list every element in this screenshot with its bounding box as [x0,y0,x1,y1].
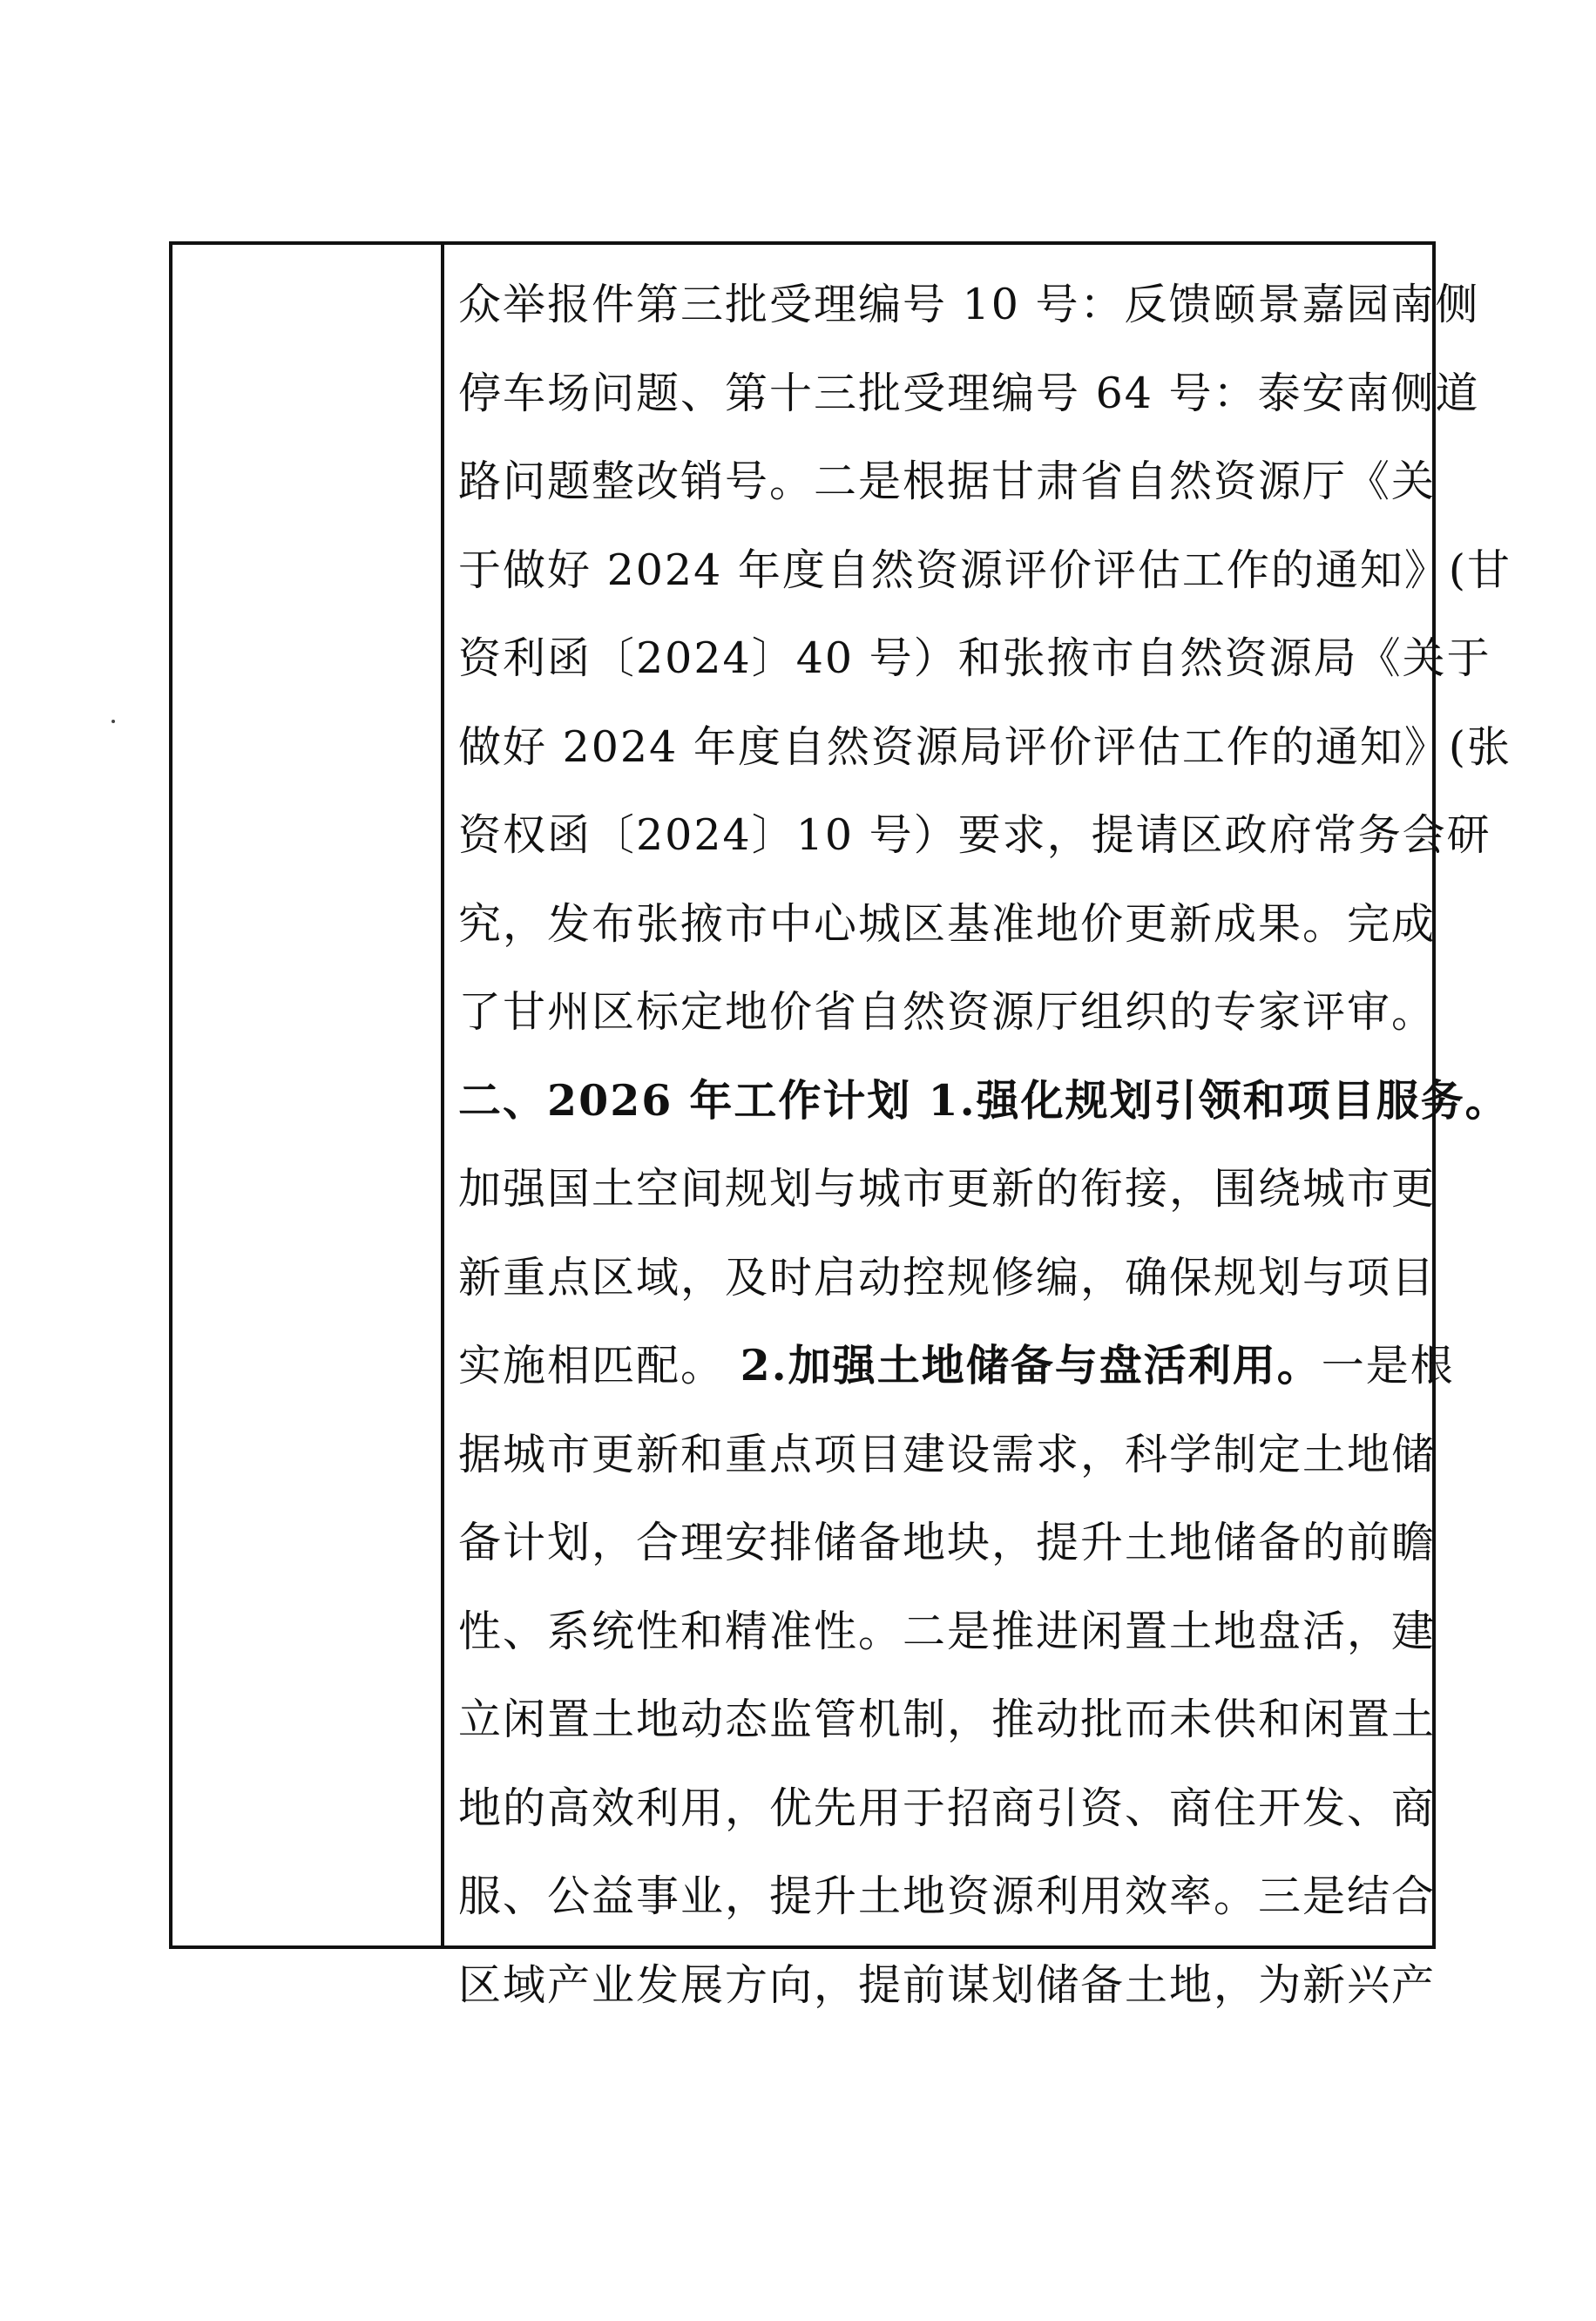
text-run: 据城市更新和重点项目建设需求，科学制定土地储 [458,1429,1437,1479]
text-line [458,1145,1511,1234]
text-run: 新重点区域，及时启动控规修编，确保规划与项目 [458,1252,1437,1303]
text-line [458,703,1511,792]
text-line [458,261,1511,349]
text-line [458,349,1511,438]
text-run: 一是根 [1321,1341,1455,1391]
text-line [458,1322,1511,1411]
text-line [458,1499,1511,1587]
text-line [458,1057,1511,1146]
text-line [458,1852,1511,1941]
text-line [458,1764,1511,1853]
text-line [458,1675,1511,1764]
bold-text-run: 二、2026 年工作计划 1.强化规划引领和项目服务。 [458,1074,1510,1126]
text-run: 实施相匹配。 [458,1341,741,1391]
text-run: 了甘州区标定地价省自然资源厅组织的专家评审。 [458,987,1437,1037]
text-line [458,1411,1511,1499]
text-run: 资利函〔2024〕40 号）和张掖市自然资源局《关于 [458,633,1491,683]
text-line [458,880,1511,969]
table-label-cell [172,245,444,1945]
text-run: 地的高效利用，优先用于招商引资、商住开发、商 [458,1783,1437,1833]
scan-speck [112,720,115,723]
text-line [458,1941,1511,2030]
text-run: 停车场问题、第十三批受理编号 64 号：泰安南侧道 [458,368,1480,418]
text-run: 立闲置土地动态监管机制，推动批而未供和闲置土 [458,1695,1437,1744]
text-run: 于做好 2024 年度自然资源评价评估工作的通知》(甘 [458,545,1511,595]
text-run: 服、公益事业，提升土地资源利用效率。三是结合 [458,1871,1437,1921]
text-line [458,1587,1511,1676]
text-line [458,437,1511,526]
text-line [458,1234,1511,1323]
text-line [458,968,1511,1057]
text-run: 加强国土空间规划与城市更新的衔接，围绕城市更 [458,1164,1437,1214]
text-line [458,614,1511,703]
text-run: 路问题整改销号。二是根据甘肃省自然资源厅《关 [458,457,1437,506]
text-line [458,791,1511,880]
text-run: 资权函〔2024〕10 号）要求，提请区政府常务会研 [458,810,1491,860]
text-run: 众举报件第三批受理编号 10 号：反馈颐景嘉园南侧 [458,280,1480,329]
text-run: 做好 2024 年度自然资源局评价评估工作的通知》(张 [458,721,1511,772]
text-run: 区域产业发展方向，提前谋划储备土地，为新兴产 [458,1959,1437,2010]
text-run: 究，发布张掖市中心城区基准地价更新成果。完成 [458,898,1437,949]
content-table [169,241,1511,2010]
text-line [458,526,1511,615]
bold-text-run: 2.加强土地储备与盘活利用。 [740,1340,1322,1391]
text-run: 备计划，合理安排储备地块，提升土地储备的前瞻 [458,1518,1437,1567]
table-content-cell [444,245,1527,2010]
text-run: 性、系统性和精准性。二是推进闲置土地盘活，建 [458,1606,1437,1656]
